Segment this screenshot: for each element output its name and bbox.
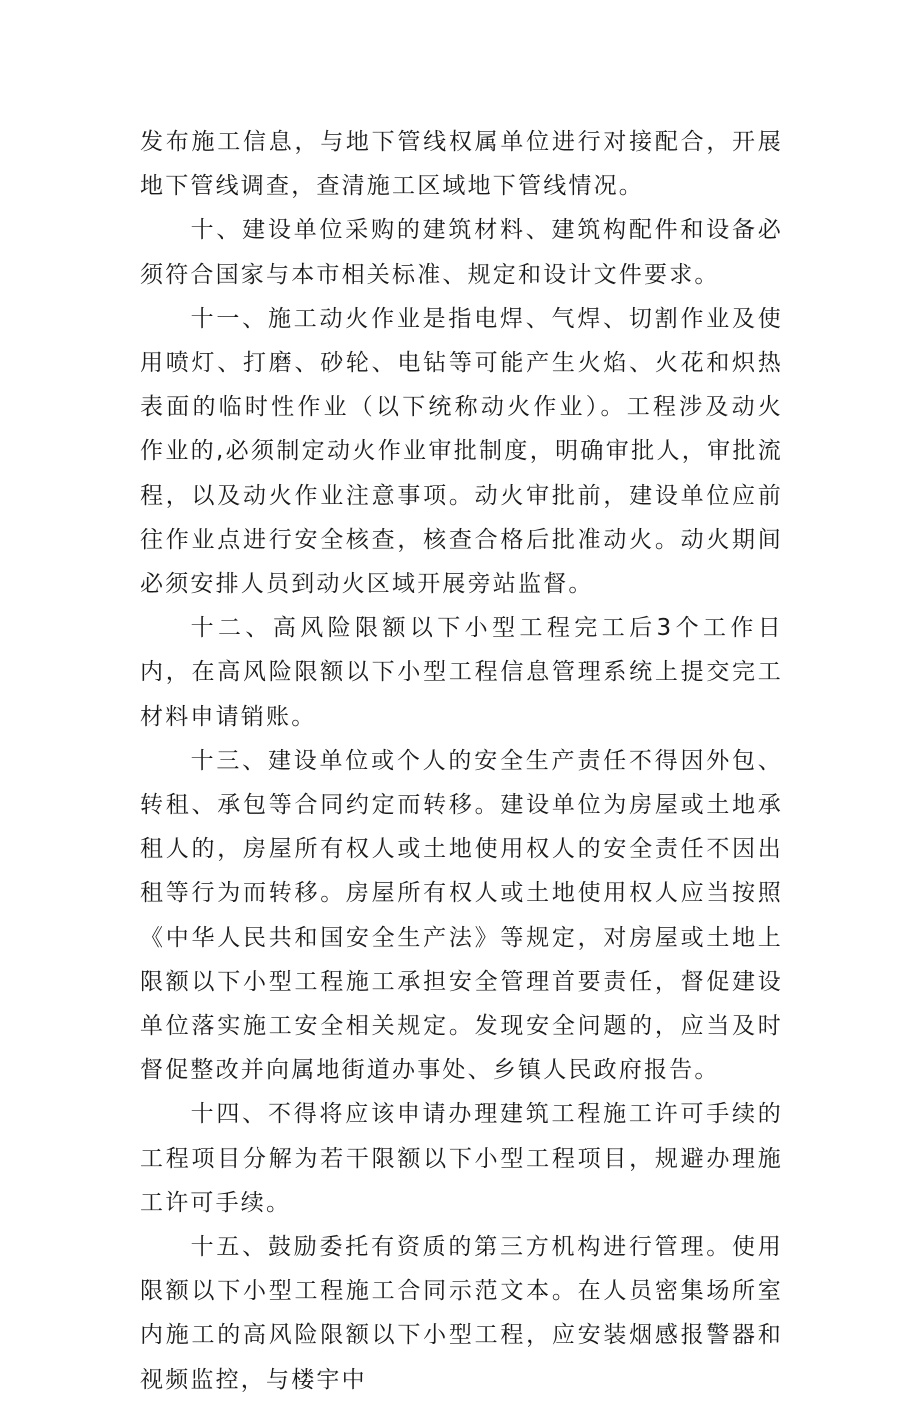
paragraph-item-15: 十五、鼓励委托有资质的第三方机构进行管理。使用限额以下小型工程施工合同示范文本。在人员密集场所室内施工的高风险限额以下小型工程，应安装烟感报警器和视频监控，与楼宇中 xyxy=(140,1234,783,1393)
paragraph-item-11: 十一、施工动火作业是指电焊、气焊、切割作业及使用喷灯、打磨、砂轮、电钻等可能产生火焰、火花和炽热表面的临时性作业（以下统称动火作业）。工程涉及动火作业的,必须制定动火作业审批制度，明确审批人，审批流程，以及动火作业注意事项。动火审批前，建设单位应前往作业点进行安全核查，核查合格后批准动火。动火期间必须安排人员到动火区域开展旁站监督。 xyxy=(140,305,783,598)
paragraph-item-14: 十四、不得将应该申请办理建筑工程施工许可手续的工程项目分解为若干限额以下小型工程项目，规避办理施工许可手续。 xyxy=(140,1101,783,1216)
paragraph-continuation: 发布施工信息，与地下管线权属单位进行对接配合，开展地下管线调查，查清施工区域地下管线情况。 xyxy=(140,129,783,200)
paragraph-item-10: 十、建设单位采购的建筑材料、建筑构配件和设备必须符合国家与本市相关标准、规定和设计文件要求。 xyxy=(140,217,783,288)
document-body xyxy=(140,120,783,1402)
paragraph-item-12: 十二、高风险限额以下小型工程完工后3个工作日内，在高风险限额以下小型工程信息管理系统上提交完工材料申请销账。 xyxy=(140,615,783,730)
paragraph-item-13: 十三、建设单位或个人的安全生产责任不得因外包、转租、承包等合同约定而转移。建设单位为房屋或土地承租人的，房屋所有权人或土地使用权人的安全责任不因出租等行为而转移。房屋所有权人或土地使用权人应当按照《中华人民共和国安全生产法》等规定，对房屋或土地上限额以下小型工程施工承担安全管理首要责任，督促建设单位落实施工安全相关规定。发现安全问题的，应当及时督促整改并向属地街道办事处、乡镇人民政府报告。 xyxy=(140,747,783,1084)
